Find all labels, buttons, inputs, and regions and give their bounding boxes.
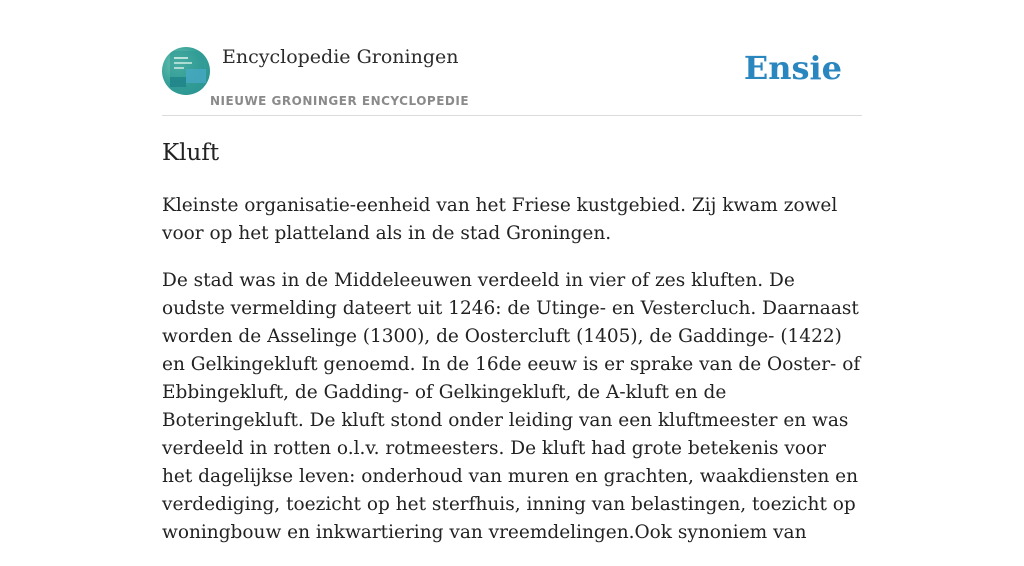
article-paragraph: De stad was in de Middeleeuwen verdeeld in vier of zes kluften. De oudste vermelding dateert uit 1246: de Utinge- en Vestercluch. Daarnaast worden de Asselinge (1300), de Oostercluft (1405), de Gaddinge- (1422) en Gelkingekluft genoemd. In de 16de eeuw is er sprake van de Ooster- of Ebbingekluft, de Gadding- of Gelkingekluft, de A-kluft en de Boteringekluft. De kluft stond onder leiding van een kluftmeester en was verdeeld in rotten o.l.v. rotmeesters. De kluft had grote betekenis voor het dagelijkse leven: onderhoud van muren en grachten, waakdiensten en verdediging, toezicht op het sterfhuis, inning van belastingen, toezicht op woningbouw en inkwartiering van vreemdelingen.Ook synoniem van — [162, 270, 861, 543]
article-paragraph: Kleinste organisatie-eenheid van het Friese kustgebied. Zij kwam zowel voor op het platteland als in de stad Groningen. — [162, 195, 838, 244]
ensie-brand-link[interactable]: Ensie — [743, 49, 842, 87]
encyclopedia-subtitle: NIEUWE GRONINGER ENCYCLOPEDIE — [210, 94, 470, 108]
encyclopedia-logo[interactable] — [162, 47, 210, 95]
page-container — [162, 0, 862, 543]
article-title: Kluft — [162, 140, 220, 166]
encyclopedia-title[interactable]: Encyclopedie Groningen — [222, 46, 459, 68]
encyclopedia-header — [162, 0, 862, 116]
article-body — [162, 192, 862, 566]
book-cover-icon — [162, 47, 210, 95]
